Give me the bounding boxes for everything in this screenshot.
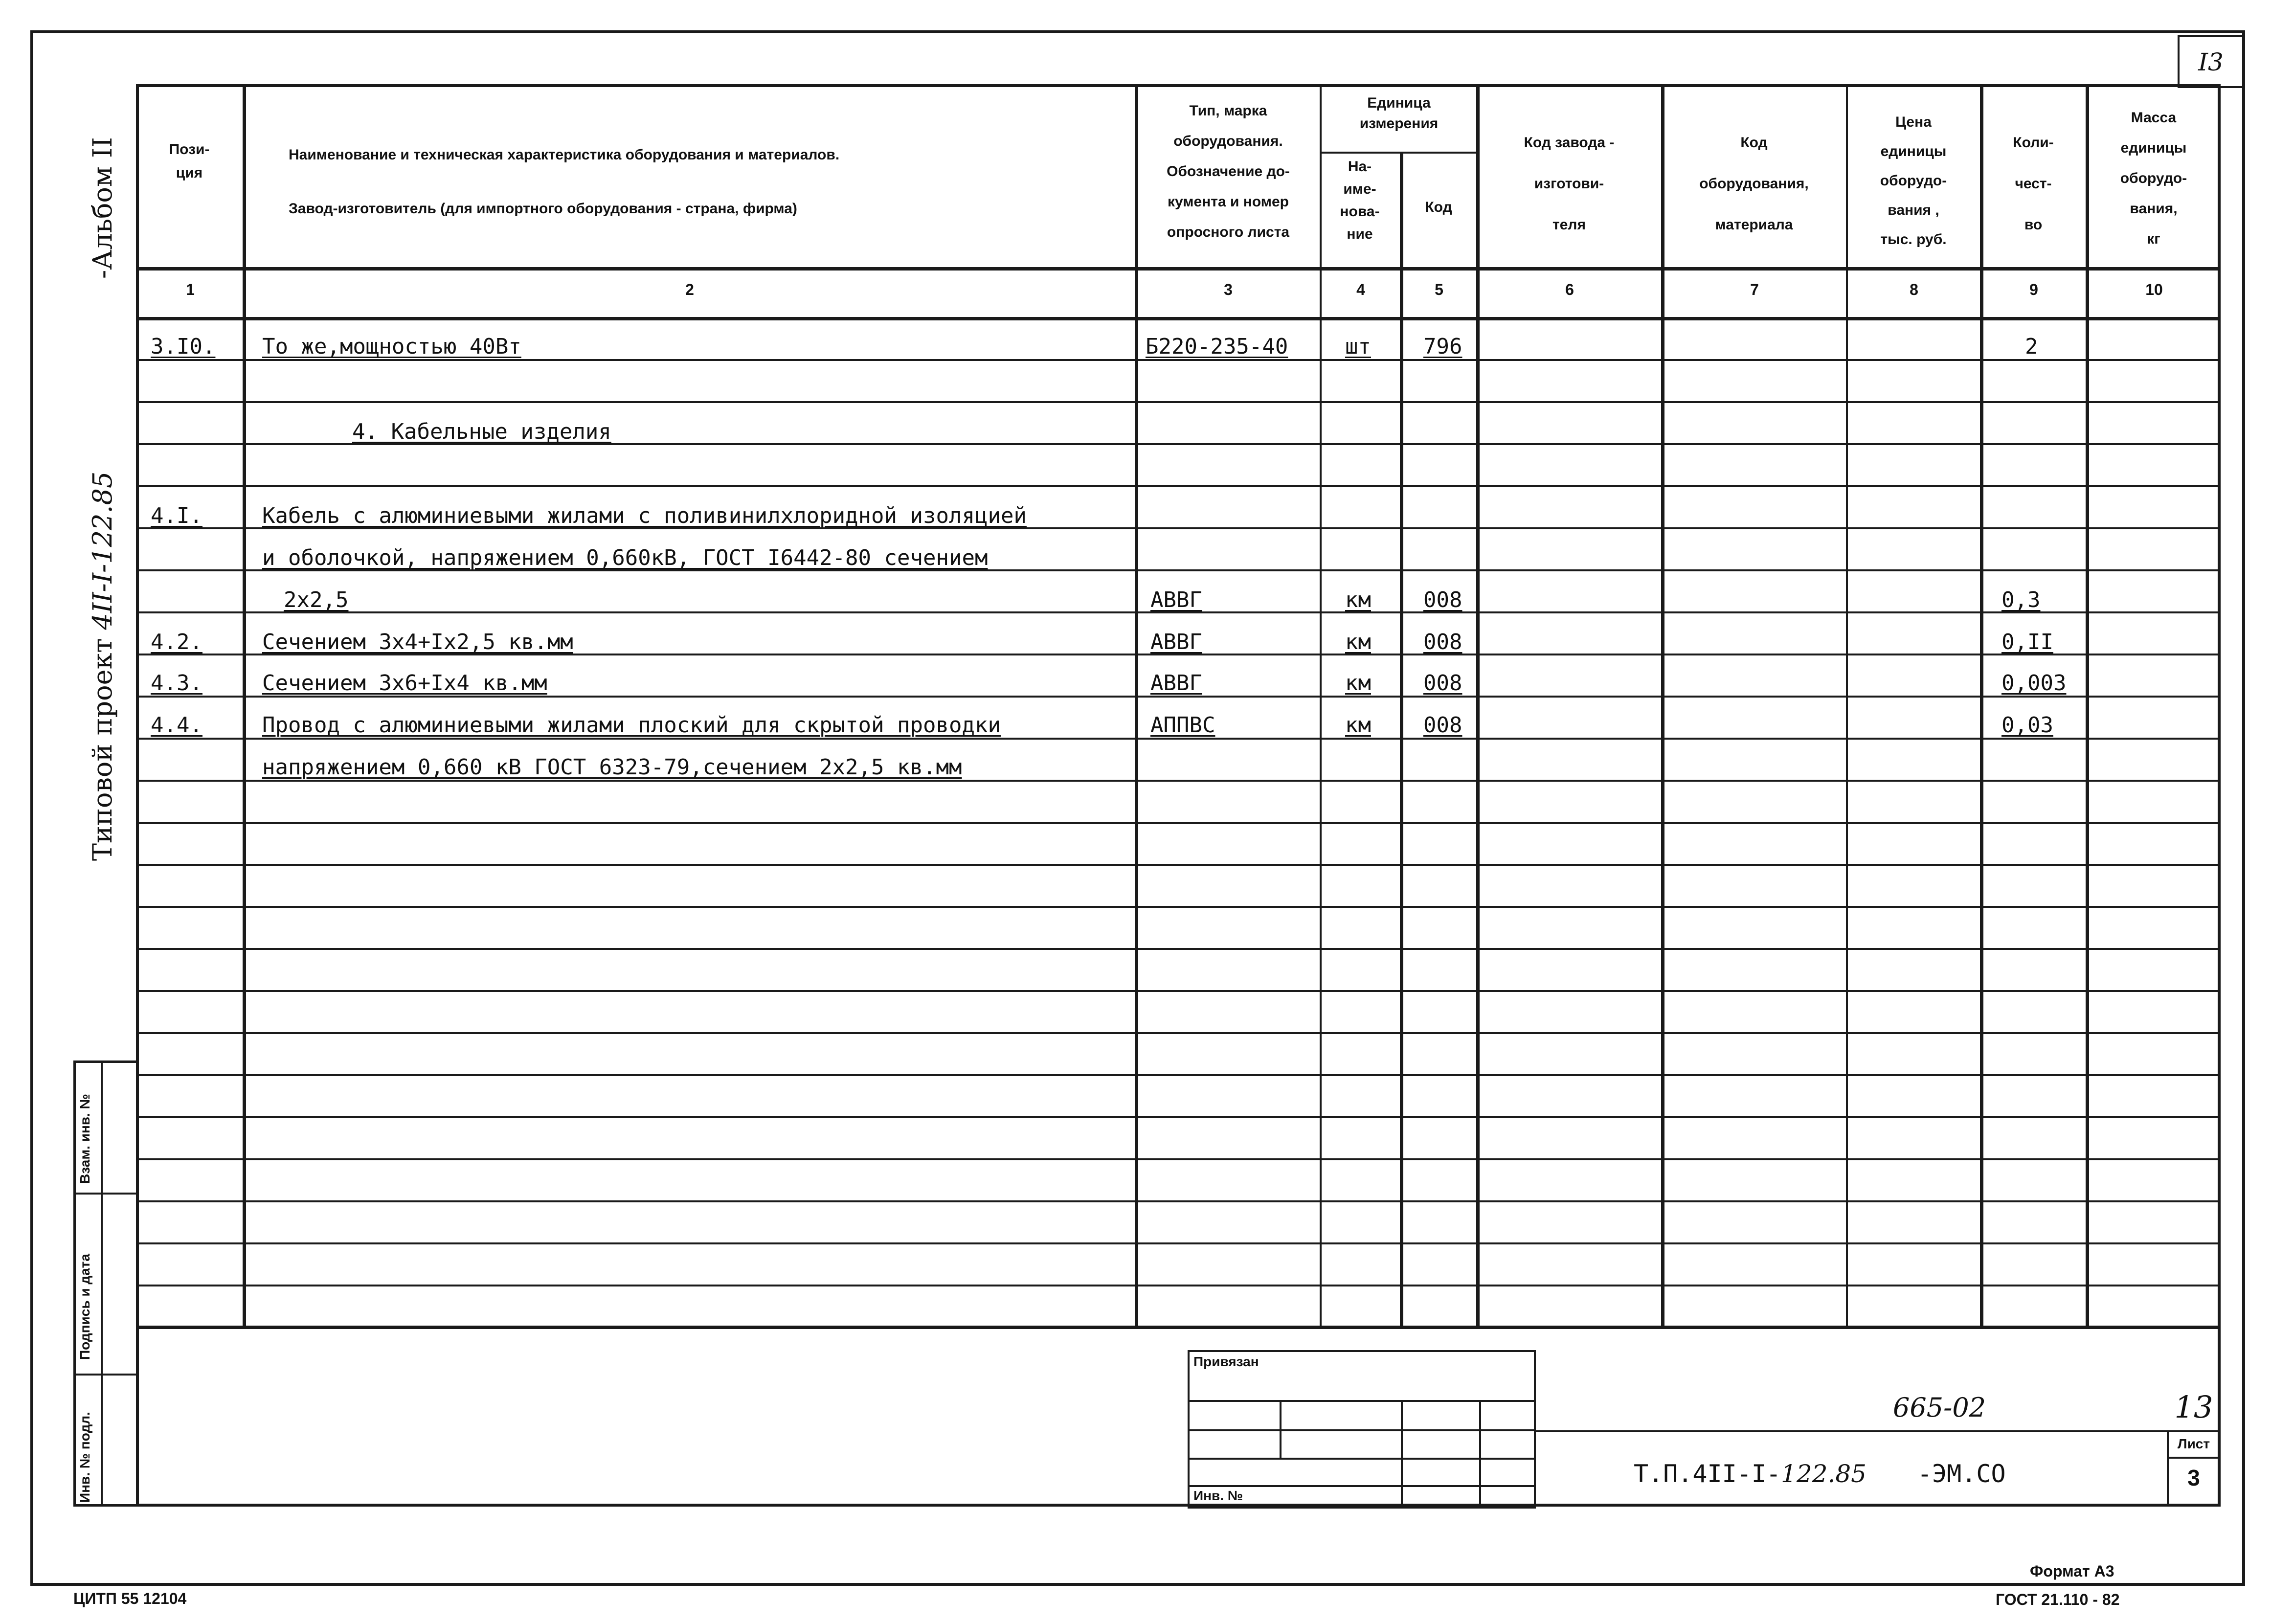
col-number-3: 3 (1224, 281, 1233, 298)
numbers-bottom-line (136, 317, 2221, 320)
stamp-vline (101, 1060, 103, 1507)
header-unit: Единица измерения (1359, 95, 1439, 132)
side-title-project: 4II-I-122.85 (87, 471, 118, 630)
doc-number: 122.85 (1781, 1460, 1866, 1488)
row-type: АППВС (1150, 713, 1215, 738)
row-code: 008 (1423, 713, 1462, 738)
side-title-prefix: Типовой проект (87, 638, 118, 861)
row-quantity: 0,003 (2001, 671, 2067, 696)
row-unit: км (1345, 587, 1371, 612)
col-number-7: 7 (1750, 281, 1759, 298)
row-line (136, 1242, 2221, 1244)
row-position: 4.2. (151, 630, 202, 654)
privyazan-line (1188, 1485, 1536, 1487)
col-number-6: 6 (1565, 281, 1574, 298)
row-name: напряжением 0,660 кВ ГОСТ 6323-79,сечением 2х2,5 кв.мм (262, 755, 962, 780)
row-quantity: 0,3 (2001, 587, 2041, 612)
col-number-9: 9 (2029, 281, 2038, 298)
row-line (136, 1032, 2221, 1034)
row-code: 008 (1423, 671, 1462, 696)
privyazan-line (1188, 1429, 1536, 1431)
header-unit-code: Код (1425, 199, 1452, 215)
stamp-line-2 (73, 1374, 139, 1376)
privyazan-vline (1280, 1400, 1282, 1458)
row-position: 4.I. (151, 503, 202, 528)
row-line (136, 864, 2221, 866)
row-line (136, 990, 2221, 992)
row-name: Кабель с алюминиевыми жилами с поливинилхлоридной изоляцией (262, 503, 1027, 528)
stamp-signature-date: Подпись и дата (77, 1254, 92, 1360)
col-number-2: 2 (685, 281, 694, 298)
row-type: АВВГ (1150, 587, 1202, 612)
header-manufacturer-code: Код завода - изготови- теля (1524, 135, 1615, 233)
document-code (1634, 1460, 1866, 1488)
row-name: 2х2,5 (284, 587, 349, 612)
row-position: 4.3. (151, 671, 202, 696)
row-unit: км (1345, 671, 1371, 696)
col-number-5: 5 (1435, 281, 1443, 298)
header-equipment-code: Код оборудования, материала (1699, 135, 1809, 233)
sheet-number-big: 13 (2174, 1389, 2213, 1425)
row-name: и оболочкой, напряжением 0,660кВ, ГОСТ I6442-80 сечением (262, 545, 988, 570)
sheet-box-line (2167, 1457, 2221, 1459)
row-code: 796 (1423, 334, 1462, 359)
side-project-title (87, 472, 118, 861)
header-price: Цена единицы оборудо- вания , тыс. руб. (1880, 114, 1947, 248)
header-quantity: Коли- чест- во (2013, 135, 2054, 233)
stamp-line-1 (73, 1193, 139, 1195)
corner-sheet-number: I3 (2198, 48, 2224, 76)
row-line (136, 1074, 2221, 1076)
col-number-4: 4 (1356, 281, 1365, 298)
row-type: Б220-235-40 (1146, 334, 1288, 359)
doc-prefix: Т.П.4II-I- (1634, 1460, 1781, 1488)
row-line (136, 1285, 2221, 1286)
header-name: Наименование и техническая характеристика оборудования и материалов. Завод-изготовитель (для импортного оборудования - страна, фирма) (289, 147, 840, 217)
footer-left: ЦИТП 55 12104 (73, 1590, 187, 1607)
col-number-8: 8 (1910, 281, 1918, 298)
row-type: АВВГ (1150, 630, 1202, 654)
stamp-inv-original: Инв. № подл. (77, 1412, 92, 1503)
row-position: 4.4. (151, 713, 202, 738)
table-bottom-line (136, 1326, 2221, 1329)
doc-suffix: -ЭМ.СО (1917, 1460, 2006, 1488)
row-line (136, 906, 2221, 908)
col-number-1: 1 (186, 281, 195, 298)
row-name: Сечением 3х6+Iх4 кв.мм (262, 671, 547, 696)
row-name: Сечением 3х4+Iх2,5 кв.мм (262, 630, 573, 654)
inv-no-label: Инв. № (1193, 1488, 1243, 1503)
privyazan-vline (1401, 1400, 1403, 1509)
row-line (136, 948, 2221, 950)
header-bottom-line (136, 267, 2221, 271)
row-quantity: 2 (2025, 334, 2038, 359)
footer-format: Формат А3 (2030, 1562, 2114, 1580)
row-quantity: 0,II (2001, 630, 2053, 654)
row-line (136, 485, 2221, 487)
row-type: АВВГ (1150, 671, 1202, 696)
unit-subheader-line (1320, 152, 1476, 154)
row-line (136, 822, 2221, 824)
row-name: Провод с алюминиевыми жилами плоский для скрытой проводки (262, 713, 1001, 738)
sheet-number: 3 (2187, 1465, 2200, 1490)
row-quantity: 0,03 (2001, 713, 2053, 738)
privyazan-vline (1479, 1400, 1481, 1509)
sheet-label: Лист (2177, 1436, 2210, 1451)
row-code: 008 (1423, 587, 1462, 612)
row-position: 3.I0. (151, 334, 216, 359)
col-number-10: 10 (2145, 281, 2163, 298)
title-block-line (1536, 1430, 2221, 1432)
row-unit: км (1345, 713, 1371, 738)
row-line (136, 1116, 2221, 1118)
row-line (136, 1200, 2221, 1202)
row-line (136, 1158, 2221, 1160)
privyazan-label: Привязан (1193, 1354, 1259, 1369)
stamp-replaced-inv: Взам. инв. № (77, 1094, 92, 1184)
header-unit-name: На- име- нова- ние (1340, 158, 1380, 242)
footer-standard: ГОСТ 21.110 - 82 (1996, 1591, 2120, 1608)
privyazan-line (1188, 1458, 1536, 1460)
row-unit: км (1345, 630, 1371, 654)
row-line (136, 401, 2221, 403)
row-name: То же,мощностью 40Вт (262, 334, 521, 359)
header-position: Пози- ция (169, 141, 210, 181)
row-code: 008 (1423, 630, 1462, 654)
row-unit: шт (1345, 334, 1371, 359)
order-number: 665-02 (1893, 1392, 1986, 1423)
header-mass: Масса единицы оборудо- вания, кг (2120, 110, 2187, 247)
side-album-label: -Альбом II (87, 137, 118, 279)
privyazan-line (1188, 1400, 1536, 1402)
section-heading: 4. Кабельные изделия (352, 419, 611, 444)
header-type: Тип, марка оборудования. Обозначение до- кумента и номер опросного листа (1167, 103, 1290, 240)
